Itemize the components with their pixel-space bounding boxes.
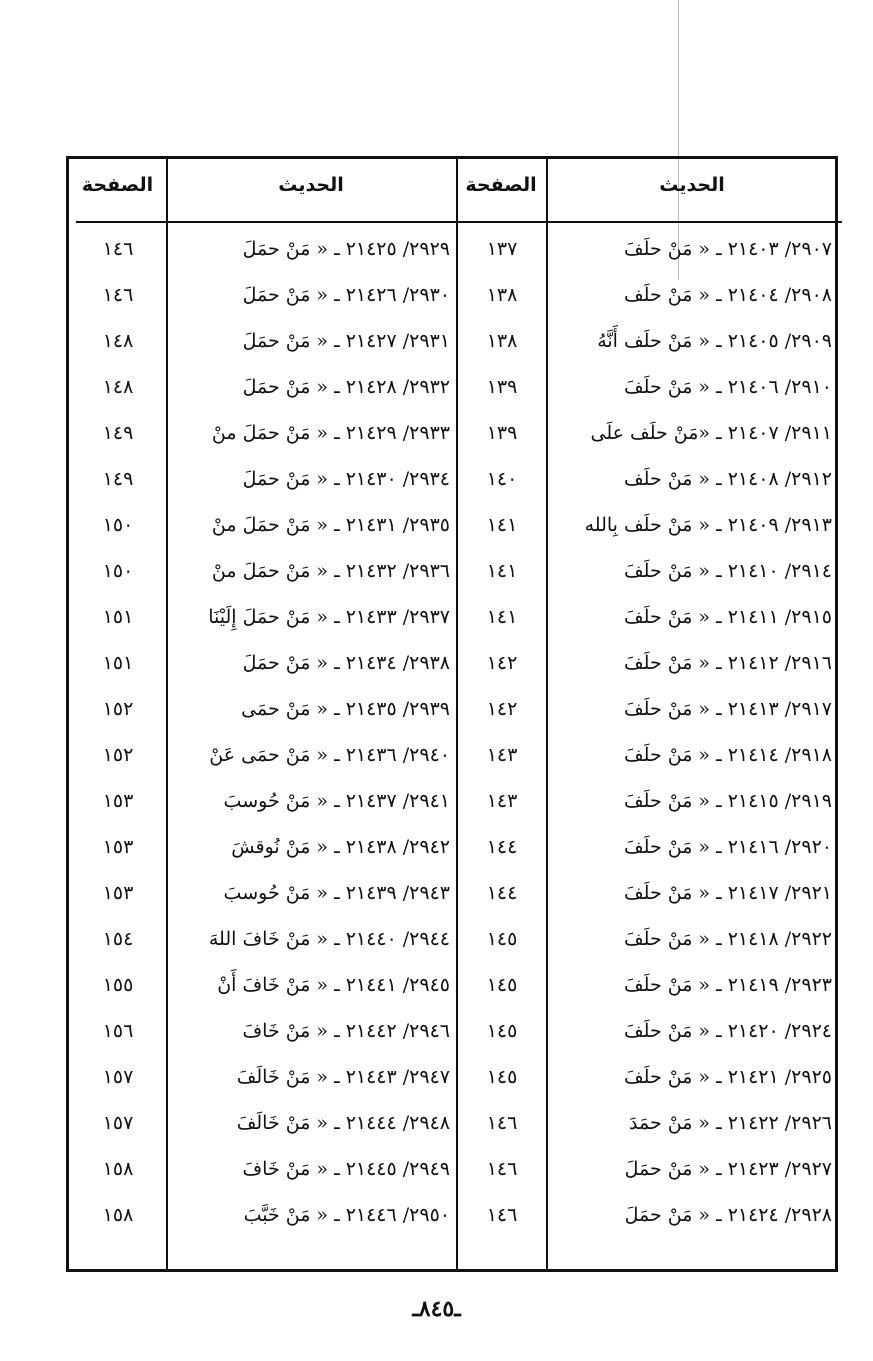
left-hadith-entry: ٢٩٤٥/ ٢١٤٤١ ـ « مَنْ خَافَ أَنْ — [217, 974, 450, 996]
right-hadith-entry: ٢٩١١/ ٢١٤٠٧ ـ «مَنْ حلَف علَى — [590, 422, 832, 444]
left-page-number: ١٥٧ — [102, 1112, 134, 1134]
right-hadith-entry: ٢٩٠٨/ ٢١٤٠٤ ـ « مَنْ حلَف — [623, 284, 832, 306]
table-row — [0, 778, 873, 824]
table-row — [0, 226, 873, 272]
left-page-number: ١٤٨ — [102, 376, 134, 398]
left-hadith-entry: ٢٩٣٣/ ٢١٤٢٩ ـ « مَنْ حمَلَ منْ — [211, 422, 450, 444]
table-row — [0, 824, 873, 870]
right-hadith-entry: ٢٩٠٩/ ٢١٤٠٥ ـ « مَنْ حلَف أَنَّهُ — [597, 330, 832, 352]
table-row — [0, 1100, 873, 1146]
table-row — [0, 594, 873, 640]
table-row — [0, 732, 873, 778]
left-hadith-entry: ٢٩٤٠/ ٢١٤٣٦ ـ « مَنْ حمَى عَنْ — [209, 744, 450, 766]
left-hadith-entry: ٢٩٤١/ ٢١٤٣٧ ـ « مَنْ حُوسبَ — [223, 790, 450, 812]
left-hadith-entry: ٢٩٤٤/ ٢١٤٤٠ ـ « مَنْ خَافَ اللهَ — [208, 928, 450, 950]
table-row — [0, 456, 873, 502]
table-row — [0, 640, 873, 686]
table-row — [0, 1192, 873, 1238]
right-page-number: ١٤٥ — [486, 1020, 518, 1042]
right-hadith-entry: ٢٩٢٥/ ٢١٤٢١ ـ « مَنْ حلَفَ — [623, 1066, 832, 1088]
header-left-hadith: الحديث — [278, 174, 344, 196]
header-right-hadith: الحديث — [659, 174, 725, 196]
left-hadith-entry: ٢٩٤٦/ ٢١٤٤٢ ـ « مَنْ خَافَ — [242, 1020, 450, 1042]
right-page-number: ١٤٥ — [486, 928, 518, 950]
left-page-number: ١٥٣ — [102, 836, 134, 858]
right-page-number: ١٤٦ — [486, 1112, 518, 1134]
right-page-number: ١٤٣ — [486, 744, 518, 766]
table-row — [0, 1008, 873, 1054]
left-hadith-entry: ٢٩٣٦/ ٢١٤٣٢ ـ « مَنْ حمَلَ منْ — [211, 560, 450, 582]
left-hadith-entry: ٢٩٤٢/ ٢١٤٣٨ ـ « مَنْ نُوقشَ — [231, 836, 450, 858]
left-hadith-entry: ٢٩٤٧/ ٢١٤٤٣ ـ « مَنْ خَالَفَ — [236, 1066, 450, 1088]
right-hadith-entry: ٢٩٢٣/ ٢١٤١٩ ـ « مَنْ حلَفَ — [623, 974, 832, 996]
right-page-number: ١٣٨ — [486, 284, 518, 306]
right-page-number: ١٤٠ — [486, 468, 518, 490]
right-page-number: ١٤١ — [486, 606, 518, 628]
left-page-number: ١٥٢ — [102, 744, 134, 766]
left-hadith-entry: ٢٩٣٧/ ٢١٤٣٣ ـ « مَنْ حمَلَ إِلَيْنَا — [208, 606, 450, 628]
left-hadith-entry: ٢٩٣٥/ ٢١٤٣١ ـ « مَنْ حمَلَ منْ — [211, 514, 450, 536]
right-page-number: ١٤١ — [486, 514, 518, 536]
header-right-page: الصفحة — [465, 174, 537, 196]
table-row — [0, 1146, 873, 1192]
left-page-number: ١٥٠ — [102, 560, 134, 582]
right-hadith-entry: ٢٩١٨/ ٢١٤١٤ ـ « مَنْ حلَفَ — [623, 744, 832, 766]
right-page-number: ١٤١ — [486, 560, 518, 582]
right-page-number: ١٤٢ — [486, 652, 518, 674]
left-page-number: ١٤٩ — [102, 468, 134, 490]
right-hadith-entry: ٢٩٢٧/ ٢١٤٢٣ ـ « مَنْ حمَلَ — [624, 1158, 832, 1180]
left-page-number: ١٥٢ — [102, 698, 134, 720]
left-page-number: ١٥١ — [102, 606, 134, 628]
right-hadith-entry: ٢٩٠٧/ ٢١٤٠٣ ـ « مَنْ حلَفَ — [623, 238, 832, 260]
right-hadith-entry: ٢٩٢٦/ ٢١٤٢٢ ـ « مَنْ حمَدَ — [628, 1112, 832, 1134]
table-row — [0, 870, 873, 916]
left-page-number: ١٥٠ — [102, 514, 134, 536]
left-page-number: ١٥١ — [102, 652, 134, 674]
left-hadith-entry: ٢٩٣٠/ ٢١٤٢٦ ـ « مَنْ حمَلَ — [242, 284, 450, 306]
right-page-number: ١٤٤ — [486, 882, 518, 904]
right-hadith-entry: ٢٩١٧/ ٢١٤١٣ ـ « مَنْ حلَفَ — [623, 698, 832, 720]
right-page-number: ١٤٤ — [486, 836, 518, 858]
right-page-number: ١٤٢ — [486, 698, 518, 720]
right-page-number: ١٤٥ — [486, 974, 518, 996]
left-page-number: ١٥٤ — [102, 928, 134, 950]
left-hadith-entry: ٢٩٥٠/ ٢١٤٤٦ ـ « مَنْ خَبَّبَ — [243, 1204, 450, 1226]
right-hadith-entry: ٢٩٢٢/ ٢١٤١٨ ـ « مَنْ حلَفَ — [623, 928, 832, 950]
right-hadith-entry: ٢٩١٥/ ٢١٤١١ ـ « مَنْ حلَفَ — [623, 606, 832, 628]
table-row — [0, 364, 873, 410]
page-number: ـ٨٤٥ـ — [412, 1296, 461, 1322]
right-hadith-entry: ٢٩٢٠/ ٢١٤١٦ ـ « مَنْ حلَفَ — [623, 836, 832, 858]
table-row — [0, 1054, 873, 1100]
right-page-number: ١٣٨ — [486, 330, 518, 352]
right-page-number: ١٤٦ — [486, 1158, 518, 1180]
table-row — [0, 686, 873, 732]
right-hadith-entry: ٢٩١٢/ ٢١٤٠٨ ـ « مَنْ حلَف — [623, 468, 832, 490]
right-hadith-entry: ٢٩١٦/ ٢١٤١٢ ـ « مَنْ حلَفَ — [623, 652, 832, 674]
left-page-number: ١٤٦ — [102, 284, 134, 306]
left-hadith-entry: ٢٩٤٩/ ٢١٤٤٥ ـ « مَنْ خَافَ — [242, 1158, 450, 1180]
table-row — [0, 272, 873, 318]
left-page-number: ١٥٨ — [102, 1204, 134, 1226]
left-page-number: ١٥٣ — [102, 790, 134, 812]
right-page-number: ١٤٥ — [486, 1066, 518, 1088]
right-page-number: ١٣٩ — [486, 422, 518, 444]
right-hadith-entry: ٢٩٢٨/ ٢١٤٢٤ ـ « مَنْ حمَلَ — [624, 1204, 832, 1226]
left-page-number: ١٤٦ — [102, 238, 134, 260]
right-hadith-entry: ٢٩١٣/ ٢١٤٠٩ ـ « مَنْ حلَف بِالله — [584, 514, 832, 536]
left-hadith-entry: ٢٩٣٢/ ٢١٤٢٨ ـ « مَنْ حمَلَ — [242, 376, 450, 398]
right-page-number: ١٣٧ — [486, 238, 518, 260]
table-row — [0, 410, 873, 456]
table-row — [0, 548, 873, 594]
left-hadith-entry: ٢٩٣٤/ ٢١٤٣٠ ـ « مَنْ حمَلَ — [242, 468, 450, 490]
left-page-number: ١٥٥ — [102, 974, 134, 996]
right-hadith-entry: ٢٩١٠/ ٢١٤٠٦ ـ « مَنْ حلَفَ — [623, 376, 832, 398]
right-page-number: ١٤٣ — [486, 790, 518, 812]
left-page-number: ١٥٦ — [102, 1020, 134, 1042]
right-page-number: ١٣٩ — [486, 376, 518, 398]
left-page-number: ١٥٨ — [102, 1158, 134, 1180]
table-row — [0, 318, 873, 364]
table-row — [0, 962, 873, 1008]
right-hadith-entry: ٢٩١٤/ ٢١٤١٠ ـ « مَنْ حلَفَ — [623, 560, 832, 582]
left-page-number: ١٤٨ — [102, 330, 134, 352]
right-page-number: ١٤٦ — [486, 1204, 518, 1226]
right-hadith-entry: ٢٩١٩/ ٢١٤١٥ ـ « مَنْ حلَفَ — [623, 790, 832, 812]
left-hadith-entry: ٢٩٣٨/ ٢١٤٣٤ ـ « مَنْ حمَلَ — [242, 652, 450, 674]
table-row — [0, 502, 873, 548]
left-page-number: ١٤٩ — [102, 422, 134, 444]
left-page-number: ١٥٧ — [102, 1066, 134, 1088]
left-hadith-entry: ٢٩٤٣/ ٢١٤٣٩ ـ « مَنْ حُوسبَ — [223, 882, 450, 904]
left-hadith-entry: ٢٩٣١/ ٢١٤٢٧ ـ « مَنْ حمَلَ — [242, 330, 450, 352]
left-page-number: ١٥٣ — [102, 882, 134, 904]
right-hadith-entry: ٢٩٢١/ ٢١٤١٧ ـ « مَنْ حلَفَ — [623, 882, 832, 904]
left-hadith-entry: ٢٩٤٨/ ٢١٤٤٤ ـ « مَنْ خَالَفَ — [236, 1112, 450, 1134]
header-divider — [76, 221, 842, 223]
left-hadith-entry: ٢٩٢٩/ ٢١٤٢٥ ـ « مَنْ حمَلَ — [242, 238, 450, 260]
left-hadith-entry: ٢٩٣٩/ ٢١٤٣٥ ـ « مَنْ حمَى — [241, 698, 450, 720]
right-hadith-entry: ٢٩٢٤/ ٢١٤٢٠ ـ « مَنْ حلَفَ — [623, 1020, 832, 1042]
header-left-page: الصفحة — [81, 174, 154, 196]
table-row — [0, 916, 873, 962]
